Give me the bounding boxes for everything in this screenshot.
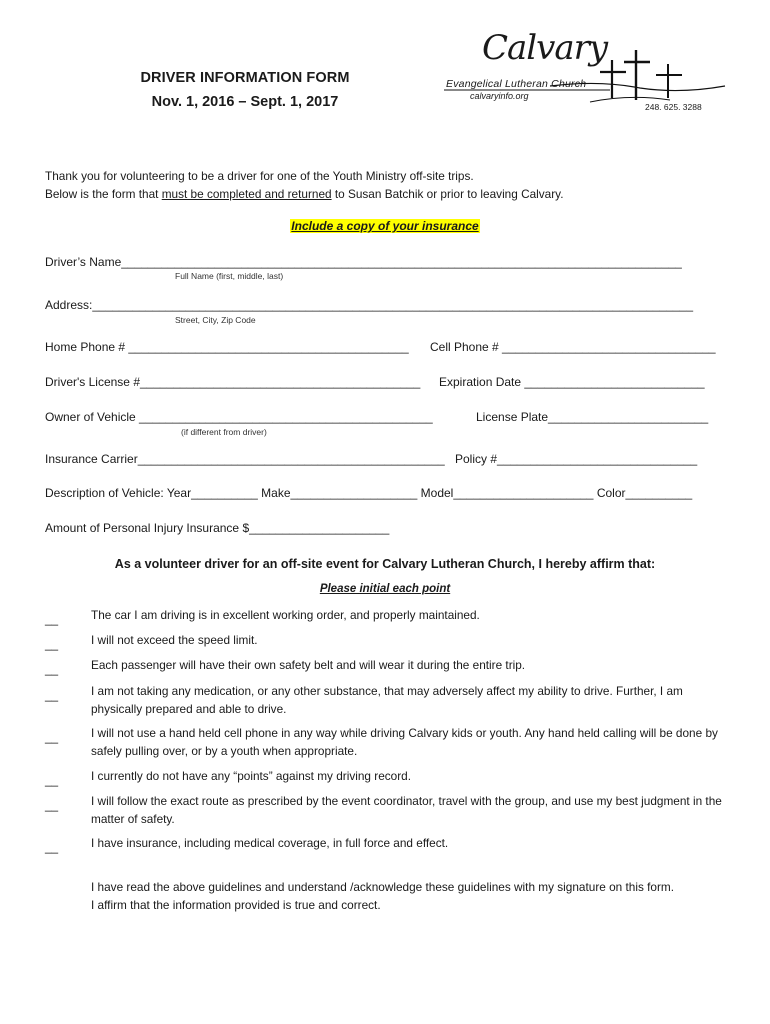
vehicle-owner-field[interactable]: Owner of Vehicle ____________________________________________ — [45, 410, 433, 424]
intro-line-2-start: Below is the form that — [45, 187, 162, 201]
address-hint: Street, City, Zip Code — [175, 315, 256, 325]
closing-line-1: I have read the above guidelines and understand /acknowledge these guidelines with my signature on this form. — [91, 880, 675, 894]
intro-line-2 — [45, 185, 563, 203]
home-phone-field[interactable]: Home Phone # __________________________________________ — [45, 340, 409, 354]
initial-blank[interactable]: __ — [45, 840, 59, 854]
affirmation-text: I have insurance, including medical coverage, in full force and effect. — [91, 836, 449, 850]
form-title: DRIVER INFORMATION FORM — [140, 70, 350, 86]
initial-blank[interactable]: __ — [45, 773, 59, 787]
initial-blank[interactable]: __ — [45, 637, 59, 651]
initial-instruction: Please initial each point — [319, 583, 451, 595]
policy-number-field[interactable]: Policy #______________________________ — [455, 452, 698, 466]
insurance-carrier-field[interactable]: Insurance Carrier______________________________________________ — [45, 452, 445, 466]
form-date-range: Nov. 1, 2016 – Sept. 1, 2017 — [151, 94, 339, 110]
affirmation-text: I will not exceed the speed limit. — [91, 633, 258, 647]
closing-line-2: I affirm that the information provided is true and correct. — [91, 898, 381, 912]
personal-injury-amount-field[interactable]: Amount of Personal Injury Insurance $_____________________ — [45, 521, 390, 535]
initial-blank[interactable]: __ — [45, 662, 59, 676]
intro-paragraph — [45, 167, 563, 203]
logo-church-name: Evangelical Lutheran Church — [446, 78, 587, 90]
initial-blank[interactable]: __ — [45, 798, 59, 812]
insurance-notice-text: Include a copy of your insurance — [291, 219, 479, 233]
intro-line-1: Thank you for volunteering to be a driver for one of the Youth Ministry off-site trips. — [45, 169, 474, 183]
affirmation-text: Each passenger will have their own safety belt and will wear it during the entire trip. — [91, 658, 526, 672]
affirmation-heading: As a volunteer driver for an off-site event for Calvary Lutheran Church, I hereby affirm that: — [114, 557, 656, 571]
intro-line-2-end: to Susan Batchik or prior to leaving Calvary. — [331, 187, 564, 201]
initial-blank[interactable]: __ — [45, 612, 59, 626]
church-logo — [440, 28, 730, 123]
license-plate-field[interactable]: License Plate________________________ — [476, 410, 709, 424]
vehicle-owner-hint: (if different from driver) — [181, 427, 267, 437]
affirmation-text: I will not use a hand held cell phone in any way while driving Calvary kids or youth. Any hand held calling will be done by safely pulling over, or by a youth when appropriate. — [91, 726, 718, 758]
cell-phone-field[interactable]: Cell Phone # ________________________________ — [430, 340, 716, 354]
insurance-notice — [0, 219, 770, 233]
expiration-date-field[interactable]: Expiration Date ___________________________ — [439, 375, 705, 389]
affirmation-text: The car I am driving is in excellent working order, and properly maintained. — [91, 608, 480, 622]
driver-name-field[interactable]: Driver’s Name____________________________________________________________________________________ — [45, 255, 682, 269]
logo-name: Calvary — [482, 28, 608, 68]
driver-name-hint: Full Name (first, middle, last) — [175, 271, 284, 281]
logo-website: calvaryinfo.org — [470, 91, 529, 101]
drivers-license-field[interactable]: Driver's License #__________________________________________ — [45, 375, 421, 389]
logo-phone: 248. 625. 3288 — [645, 102, 702, 112]
address-field[interactable]: Address:__________________________________________________________________________________________ — [45, 298, 693, 312]
vehicle-description-field[interactable]: Description of Vehicle: Year__________ Make___________________ Model_____________________ Color__________ — [45, 486, 693, 500]
initial-blank[interactable]: __ — [45, 730, 59, 744]
form-title-block — [100, 70, 390, 110]
affirmation-text: I will follow the exact route as prescribed by the event coordinator, travel with the group, and use my best judgment in the matter of safety. — [91, 794, 722, 826]
affirmation-text: I currently do not have any “points” against my driving record. — [91, 769, 411, 783]
affirmation-text: I am not taking any medication, or any other substance, that may adversely affect my ability to drive. Further, I am physically prepared and able to drive. — [91, 684, 683, 716]
intro-line-2-emphasis: must be completed and returned — [161, 187, 332, 201]
initial-blank[interactable]: __ — [45, 688, 59, 702]
closing-statement — [91, 878, 741, 914]
